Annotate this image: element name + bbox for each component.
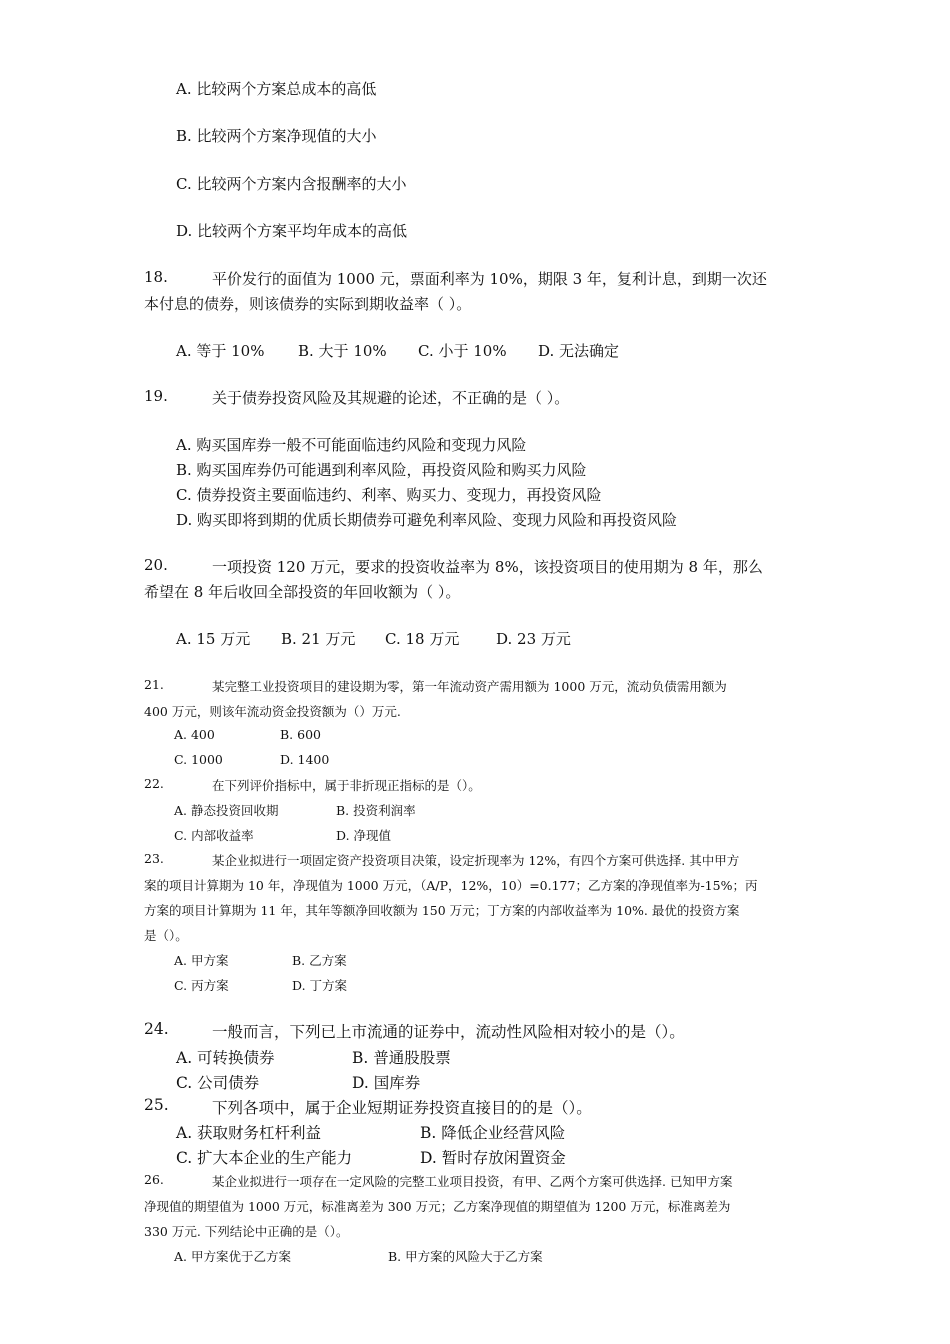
- q22-option-c: C. 内部收益率: [174, 828, 254, 843]
- q20-stem-line1: 一项投资 120 万元，要求的投资收益率为 8%，该投资项目的使用期为 8 年，那么: [212, 558, 763, 576]
- q20-option-b: B. 21 万元: [281, 630, 356, 648]
- q21-stem-line2: 400 万元，则该年流动资金投资额为（）万元.: [144, 704, 401, 719]
- q23-stem-line1: 某企业拟进行一项固定资产投资项目决策，设定折现率为 12%，有四个方案可供选择. 其中甲方: [212, 853, 740, 868]
- q18-number: 18.: [144, 268, 168, 286]
- q18-stem-line2: 本付息的债券，则该债券的实际到期收益率（ ）。: [144, 295, 472, 313]
- q20-stem-line2: 希望在 8 年后收回全部投资的年回收额为（ ）。: [144, 583, 461, 601]
- q17-option-d: D. 比较两个方案平均年成本的高低: [176, 222, 408, 240]
- q21-option-b: B. 600: [280, 727, 321, 742]
- q23-number: 23.: [144, 851, 164, 866]
- q17-option-c: C. 比较两个方案内含报酬率的大小: [176, 175, 407, 193]
- q26-option-a: A. 甲方案优于乙方案: [174, 1249, 291, 1264]
- q17-option-b: B. 比较两个方案净现值的大小: [176, 127, 377, 145]
- q26-option-b: B. 甲方案的风险大于乙方案: [388, 1249, 543, 1264]
- q20-option-a: A. 15 万元: [176, 630, 251, 648]
- q23-option-a: A. 甲方案: [174, 953, 229, 968]
- q23-option-d: D. 丁方案: [292, 978, 348, 993]
- q21-stem-line1: 某完整工业投资项目的建设期为零，第一年流动资产需用额为 1000 万元，流动负债需用额为: [212, 679, 727, 694]
- q22-option-a: A. 静态投资回收期: [174, 803, 279, 818]
- q24-stem: 一般而言，下列已上市流通的证券中，流动性风险相对较小的是（）。: [212, 1023, 685, 1041]
- q22-number: 22.: [144, 776, 164, 791]
- q25-option-d: D. 暂时存放闲置资金: [420, 1149, 566, 1167]
- q21-option-d: D. 1400: [280, 752, 330, 767]
- q23-stem-line3: 方案的项目计算期为 11 年，其年等额净回收额为 150 万元；丁方案的内部收益率为 10%. 最优的投资方案: [144, 903, 740, 918]
- q25-option-a: A. 获取财务杠杆利益: [176, 1124, 322, 1142]
- q18-option-c: C. 小于 10%: [418, 342, 507, 360]
- q21-option-a: A. 400: [174, 727, 215, 742]
- q19-number: 19.: [144, 387, 168, 405]
- q22-stem: 在下列评价指标中，属于非折现正指标的是（）。: [212, 778, 481, 793]
- q24-option-d: D. 国库券: [352, 1074, 421, 1092]
- q19-option-b: B. 购买国库券仍可能遇到利率风险，再投资风险和购买力风险: [176, 461, 587, 479]
- q26-stem-line1: 某企业拟进行一项存在一定风险的完整工业项目投资，有甲、乙两个方案可供选择. 已知甲方案: [212, 1174, 733, 1189]
- q19-option-a: A. 购买国库券一般不可能面临违约风险和变现力风险: [176, 436, 527, 454]
- q18-option-d: D. 无法确定: [538, 342, 620, 360]
- q25-stem: 下列各项中，属于企业短期证券投资直接目的的是（）。: [212, 1099, 592, 1117]
- q20-option-c: C. 18 万元: [385, 630, 460, 648]
- q18-option-a: A. 等于 10%: [176, 342, 265, 360]
- q22-option-b: B. 投资利润率: [336, 803, 416, 818]
- q23-stem-line4: 是（）。: [144, 928, 188, 943]
- q23-option-c: C. 丙方案: [174, 978, 229, 993]
- q26-number: 26.: [144, 1172, 164, 1187]
- q26-stem-line2: 净现值的期望值为 1000 万元，标准离差为 300 万元；乙方案净现值的期望值为 1200 万元，标准离差为: [144, 1199, 731, 1214]
- q25-number: 25.: [144, 1096, 169, 1114]
- q23-option-b: B. 乙方案: [292, 953, 347, 968]
- q24-option-b: B. 普通股股票: [352, 1049, 451, 1067]
- q24-option-c: C. 公司债券: [176, 1074, 260, 1092]
- q19-option-c: C. 债券投资主要面临违约、利率、购买力、变现力，再投资风险: [176, 486, 602, 504]
- q24-number: 24.: [144, 1020, 169, 1038]
- q19-option-d: D. 购买即将到期的优质长期债券可避免利率风险、变现力风险和再投资风险: [176, 511, 678, 529]
- q21-number: 21.: [144, 677, 164, 692]
- q18-option-b: B. 大于 10%: [298, 342, 387, 360]
- q25-option-b: B. 降低企业经营风险: [420, 1124, 566, 1142]
- q24-option-a: A. 可转换债券: [176, 1049, 275, 1067]
- q18-stem-line1: 平价发行的面值为 1000 元，票面利率为 10%，期限 3 年，复利计息，到期一次还: [212, 270, 767, 288]
- q20-option-d: D. 23 万元: [496, 630, 571, 648]
- q25-option-c: C. 扩大本企业的生产能力: [176, 1149, 353, 1167]
- q21-option-c: C. 1000: [174, 752, 223, 767]
- q22-option-d: D. 净现值: [336, 828, 392, 843]
- q23-stem-line2: 案的项目计算期为 10 年，净现值为 1000 万元，（A/P，12%，10）=0.177；乙方案的净现值率为-15%；丙: [144, 878, 758, 893]
- q26-stem-line3: 330 万元. 下列结论中正确的是（）。: [144, 1224, 349, 1239]
- q19-stem: 关于债券投资风险及其规避的论述，不正确的是（ ）。: [212, 389, 570, 407]
- q20-number: 20.: [144, 556, 168, 574]
- q17-option-a: A. 比较两个方案总成本的高低: [176, 80, 377, 98]
